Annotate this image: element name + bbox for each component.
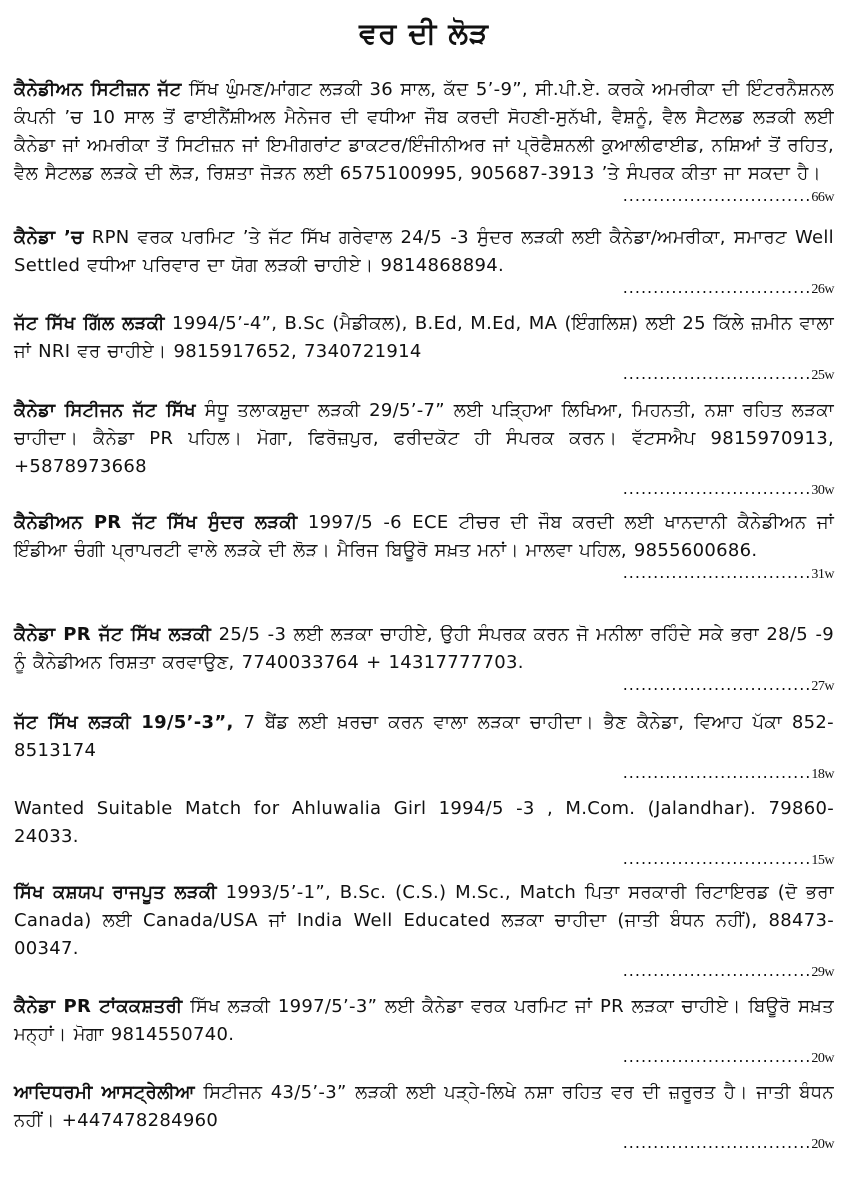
- classified-ad: [14, 795, 834, 879]
- ad-text: [14, 993, 834, 1049]
- ad-text: [14, 397, 834, 481]
- ad-heading: ਕੈਨੇਡਾ PR ਜੱਟ ਸਿੱਖ ਲੜਕੀ: [14, 624, 212, 645]
- leader-dots: ...............................: [622, 763, 812, 782]
- ads-list: [14, 76, 834, 1157]
- ad-body: ਸਿਟੀਜਨ 43/5’-3” ਲੜਕੀ ਲਈ ਪੜ੍ਹੇ-ਲਿਖੇ ਨਸ਼ਾ ਰਹਿਤ ਵਰ ਦੀ ਜ਼ਰੂਰਤ ਹੈ। ਜਾਤੀ ਬੰਧਨ ਨਹੀਂ। +447478284960: [14, 1082, 834, 1131]
- ad-text: [14, 509, 834, 565]
- ad-body: 1993/5’-1”, B.Sc. (C.S.) M.Sc., Match ਪਿਤਾ ਸਰਕਾਰੀ ਰਿਟਾਇਰਡ (ਦੋ ਭਰਾ Canada) ਲਈ Canada/USA ਜਾਂ India Well Educated ਲੜਕਾ ਚਾਹੀਦਾ (ਜਾਤੀ ਬੰਧਨ ਨਹੀਂ), 88473-00347.: [14, 882, 834, 959]
- ad-body: ਸਿੱਖ ਘੁੰਮਣ/ਮਾਂਗਟ ਲੜਕੀ 36 ਸਾਲ, ਕੱਦ 5’-9”, ਸੀ.ਪੀ.ਏ. ਕਰਕੇ ਅਮਰੀਕਾ ਦੀ ਇੰਟਰਨੈਸ਼ਨਲ ਕੰਪਨੀ ’ਚ 10 ਸਾਲ ਤੋਂ ਫਾਈਨੈਂਸ਼ੀਅਲ ਮੈਨੇਜਰ ਦੀ ਵਧੀਆ ਜੌਬ ਕਰਦੀ ਸੋਹਣੀ-ਸੁਨੱਖੀ, ਵੈਸ਼ਨੂੰ, ਵੈਲ ਸੈਟਲਡ ਲੜਕੀ ਲਈ ਕੈਨੇਡਾ ਜਾਂ ਅਮਰੀਕਾ ਤੋਂ ਸਿਟੀਜ਼ਨ ਜਾਂ ਇਮੀਗਰਾਂਟ ਡਾਕਟਰ/ਇੰਜੀਨੀਅਰ ਜਾਂ ਪ੍ਰੋਫੈਸ਼ਨਲੀ ਕੁਆਲੀਫਾਈਡ, ਨਸ਼ਿਆਂ ਤੋਂ ਰਹਿਤ, ਵੈਲ ਸੈਟਲਡ ਲੜਕੇ ਦੀ ਲੋੜ, ਰਿਸ਼ਤਾ ਜੋੜਨ ਲਈ 6575100995, 905687-3913 ’ਤੇ ਸੰਪਰਕ ਕੀਤਾ ਜਾ ਸਕਦਾ ਹੈ।: [14, 79, 834, 184]
- ad-heading: ਕੈਨੇਡੀਅਨ ਸਿਟੀਜ਼ਨ ਜੱਟ: [14, 79, 182, 100]
- ad-text: [14, 1079, 834, 1135]
- classified-ad: [14, 709, 834, 795]
- ad-heading: ਜੱਟ ਸਿੱਖ ਗਿੱਲ ਲੜਕੀ: [14, 313, 165, 334]
- classified-ad: [14, 397, 834, 509]
- ad-text: [14, 224, 834, 280]
- ad-body: 1994/5’-4”, B.Sc (ਮੈਡੀਕਲ), B.Ed, M.Ed, MA (ਇੰਗਲਿਸ਼) ਲਈ 25 ਕਿੱਲੇ ਜ਼ਮੀਨ ਵਾਲਾ ਜਾਂ NRI ਵਰ ਚਾਹੀਏ। 9815917652, 7340721914: [14, 313, 834, 362]
- ad-word-count: 66w: [811, 190, 834, 205]
- ad-word-count: 27w: [811, 679, 834, 694]
- ad-word-count: 29w: [811, 965, 834, 980]
- ad-text: [14, 795, 834, 851]
- ad-footer: [14, 479, 834, 501]
- leader-dots: ...............................: [622, 278, 812, 297]
- classified-ad: [14, 1079, 834, 1157]
- ad-body: 7 ਬੈਂਡ ਲਈ ਖ਼ਰਚਾ ਕਰਨ ਵਾਲਾ ਲੜਕਾ ਚਾਹੀਦਾ। ਭੈਣ ਕੈਨੇਡਾ, ਵਿਆਹ ਪੱਕਾ 852-8513174: [14, 712, 834, 761]
- leader-dots: ...............................: [622, 479, 812, 498]
- page-title: ਵਰ ਦੀ ਲੋੜ: [359, 16, 489, 50]
- ad-text: [14, 310, 834, 366]
- ad-body: RPN ਵਰਕ ਪਰਮਿਟ ’ਤੇ ਜੱਟ ਸਿੱਖ ਗਰੇਵਾਲ 24/5 -3 ਸੁੰਦਰ ਲੜਕੀ ਲਈ ਕੈਨੇਡਾ/ਅਮਰੀਕਾ, ਸਮਾਰਟ Well Settled ਵਧੀਆ ਪਰਿਵਾਰ ਦਾ ਯੋਗ ਲੜਕੀ ਚਾਹੀਏ। 9814868894.: [14, 227, 834, 276]
- leader-dots: ...............................: [622, 563, 812, 582]
- leader-dots: ...............................: [622, 961, 812, 980]
- ad-body: Wanted Suitable Match for Ahluwalia Girl 1994/5 -3 , M.Com. (Jalandhar). 79860-24033.: [14, 798, 834, 847]
- ad-body: ਸਿੱਖ ਲੜਕੀ 1997/5’-3” ਲਈ ਕੈਨੇਡਾ ਵਰਕ ਪਰਮਿਟ ਜਾਂ PR ਲੜਕਾ ਚਾਹੀਏ। ਬਿਊਰੋ ਸਖ਼ਤ ਮਨ੍ਹਾਂ। ਮੋਗਾ 9814550740.: [14, 996, 834, 1045]
- ad-word-count: 25w: [811, 368, 834, 383]
- ad-body: 1997/5 -6 ECE ਟੀਚਰ ਦੀ ਜੌਬ ਕਰਦੀ ਲਈ ਖਾਨਦਾਨੀ ਕੈਨੇਡੀਅਨ ਜਾਂ ਇੰਡੀਆ ਚੰਗੀ ਪ੍ਰਾਪਰਟੀ ਵਾਲੇ ਲੜਕੇ ਦੀ ਲੋੜ। ਮੈਰਿਜ ਬਿਊਰੋ ਸਖ਼ਤ ਮਨਾਂ। ਮਾਲਵਾ ਪਹਿਲ, 9855600686.: [14, 512, 834, 561]
- ad-word-count: 20w: [811, 1137, 834, 1152]
- ad-word-count: 30w: [811, 483, 834, 498]
- classified-ad: [14, 993, 834, 1079]
- ad-footer: [14, 961, 834, 983]
- classified-ad: [14, 879, 834, 993]
- ad-heading: ਕੈਨੇਡਾ PR ਟਾਂਕਕਸ਼ਤਰੀ: [14, 996, 183, 1017]
- ad-heading: ਕੈਨੇਡਾ ’ਚ: [14, 227, 84, 248]
- classified-ad: [14, 76, 834, 224]
- ad-footer: [14, 763, 834, 785]
- leader-dots: ...............................: [622, 675, 812, 694]
- ad-footer: [14, 563, 834, 585]
- ad-body: 25/5 -3 ਲਈ ਲੜਕਾ ਚਾਹੀਏ, ਉਹੀ ਸੰਪਰਕ ਕਰਨ ਜੋ ਮਨੀਲਾ ਰਹਿੰਦੇ ਸਕੇ ਭਰਾ 28/5 -9 ਨੂੰ ਕੈਨੇਡੀਅਨ ਰਿਸ਼ਤਾ ਕਰਵਾਉਣ, 7740033764 + 14317777703.: [14, 624, 834, 673]
- ad-heading: ਕੈਨੇਡੀਅਨ PR ਜੱਟ ਸਿੱਖ ਸੁੰਦਰ ਲੜਕੀ: [14, 512, 298, 533]
- leader-dots: ...............................: [622, 1047, 812, 1066]
- ad-footer: [14, 186, 834, 208]
- ad-text: [14, 621, 834, 677]
- ad-footer: [14, 364, 834, 386]
- leader-dots: ...............................: [622, 849, 812, 868]
- ad-heading: ਜੱਟ ਸਿੱਖ ਲੜਕੀ 19/5’-3”,: [14, 712, 234, 733]
- ad-footer: [14, 675, 834, 697]
- ad-word-count: 20w: [811, 1051, 834, 1066]
- ad-word-count: 15w: [811, 853, 834, 868]
- ad-word-count: 31w: [811, 567, 834, 582]
- ad-footer: [14, 849, 834, 871]
- ad-text: [14, 709, 834, 765]
- ad-word-count: 26w: [811, 282, 834, 297]
- ad-footer: [14, 1047, 834, 1069]
- ad-heading: ਆਦਿਧਰਮੀ ਆਸਟ੍ਰੇਲੀਆ: [14, 1082, 195, 1103]
- ad-body: ਸੰਧੂ ਤਲਾਕਸ਼ੁਦਾ ਲੜਕੀ 29/5’-7” ਲਈ ਪੜ੍ਹਿਆ ਲਿਖਿਆ, ਮਿਹਨਤੀ, ਨਸ਼ਾ ਰਹਿਤ ਲੜਕਾ ਚਾਹੀਦਾ। ਕੈਨੇਡਾ PR ਪਹਿਲ। ਮੋਗਾ, ਫਿਰੋਜ਼ਪੁਰ, ਫਰੀਦਕੋਟ ਹੀ ਸੰਪਰਕ ਕਰਨ। ਵੱਟਸਐਪ 9815970913, +5878973668: [14, 400, 835, 477]
- ad-heading: ਸਿੱਖ ਕਸ਼ਯਪ ਰਾਜਪੂਤ ਲੜਕੀ: [14, 882, 217, 903]
- ad-text: [14, 76, 834, 188]
- leader-dots: ...............................: [622, 1133, 812, 1152]
- classified-ad: [14, 310, 834, 397]
- leader-dots: ...............................: [622, 186, 812, 205]
- classified-ad: [14, 224, 834, 310]
- ad-footer: [14, 1133, 834, 1155]
- ad-footer: [14, 278, 834, 300]
- classified-ad: [14, 509, 834, 621]
- ad-word-count: 18w: [811, 767, 834, 782]
- ad-heading: ਕੈਨੇਡਾ ਸਿਟੀਜਨ ਜੱਟ ਸਿੱਖ: [14, 400, 196, 421]
- ad-text: [14, 879, 834, 963]
- leader-dots: ...............................: [622, 364, 812, 383]
- classified-ad: [14, 621, 834, 709]
